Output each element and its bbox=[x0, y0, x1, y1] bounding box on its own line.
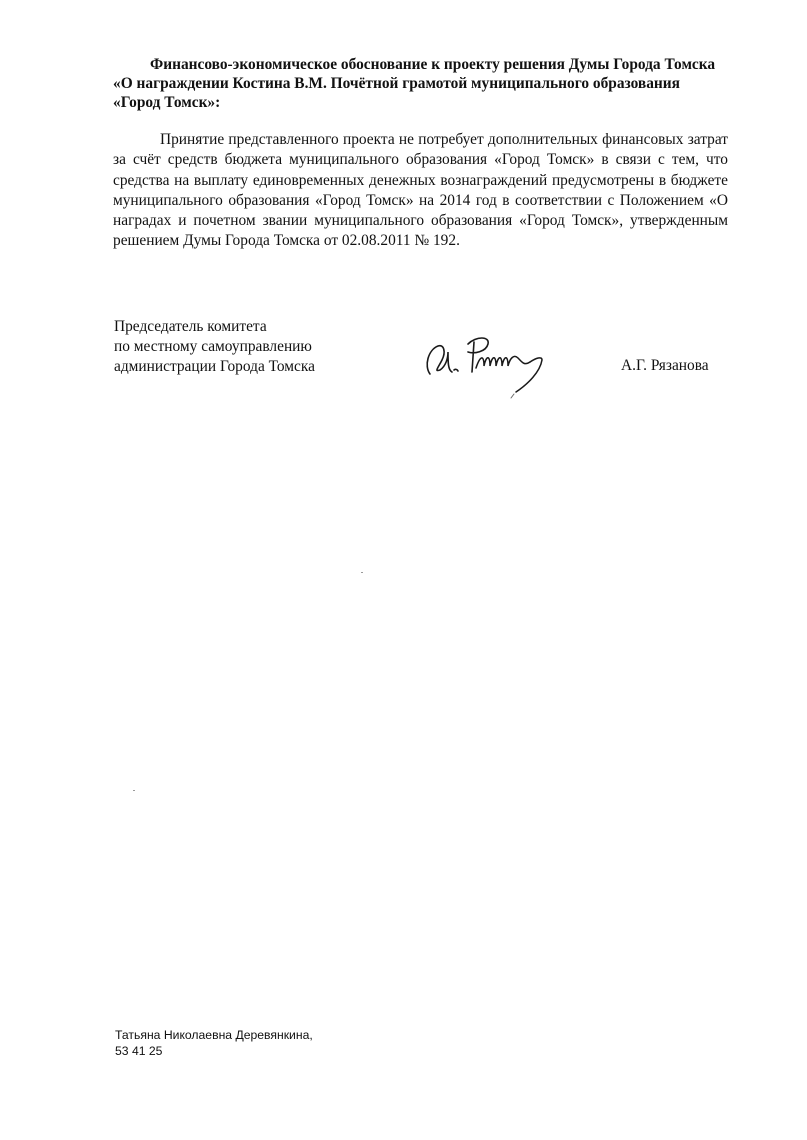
scan-speck bbox=[361, 572, 363, 573]
position-line: по местному самоуправлению bbox=[114, 338, 312, 355]
contact-info bbox=[115, 1027, 313, 1059]
position-line: администрации Города Томска bbox=[114, 358, 315, 375]
handwritten-signature bbox=[418, 322, 558, 402]
contact-person: Татьяна Николаевна Деревянкина, bbox=[115, 1028, 313, 1042]
contact-phone: 53 41 25 bbox=[115, 1044, 163, 1058]
position-line: Председатель комитета bbox=[114, 318, 267, 335]
signer-name: А.Г. Рязанова bbox=[621, 357, 709, 374]
signatory-position bbox=[114, 317, 374, 377]
document-title: Финансово-экономическое обоснование к проекту решения Думы Города Томска «О награждении Костина В.М. Почётной грамотой муниципального образования «Город Томск»: bbox=[113, 56, 716, 111]
document-body: Принятие представленного проекта не потребует дополнительных финансовых затрат за счёт средств бюджета муниципального образования «Город Томск» в связи с тем, что средства на выплату единовременных денежных вознаграждений предусмотрены в бюджете муниципального образования «Город Томск» на 2014 год в соответствии с Положением «О наградах и почетном звании муниципального образования «Город Томск», утвержденным решением Думы Города Томска от 02.08.2011 № 192. bbox=[113, 131, 728, 250]
scan-speck bbox=[133, 790, 135, 791]
